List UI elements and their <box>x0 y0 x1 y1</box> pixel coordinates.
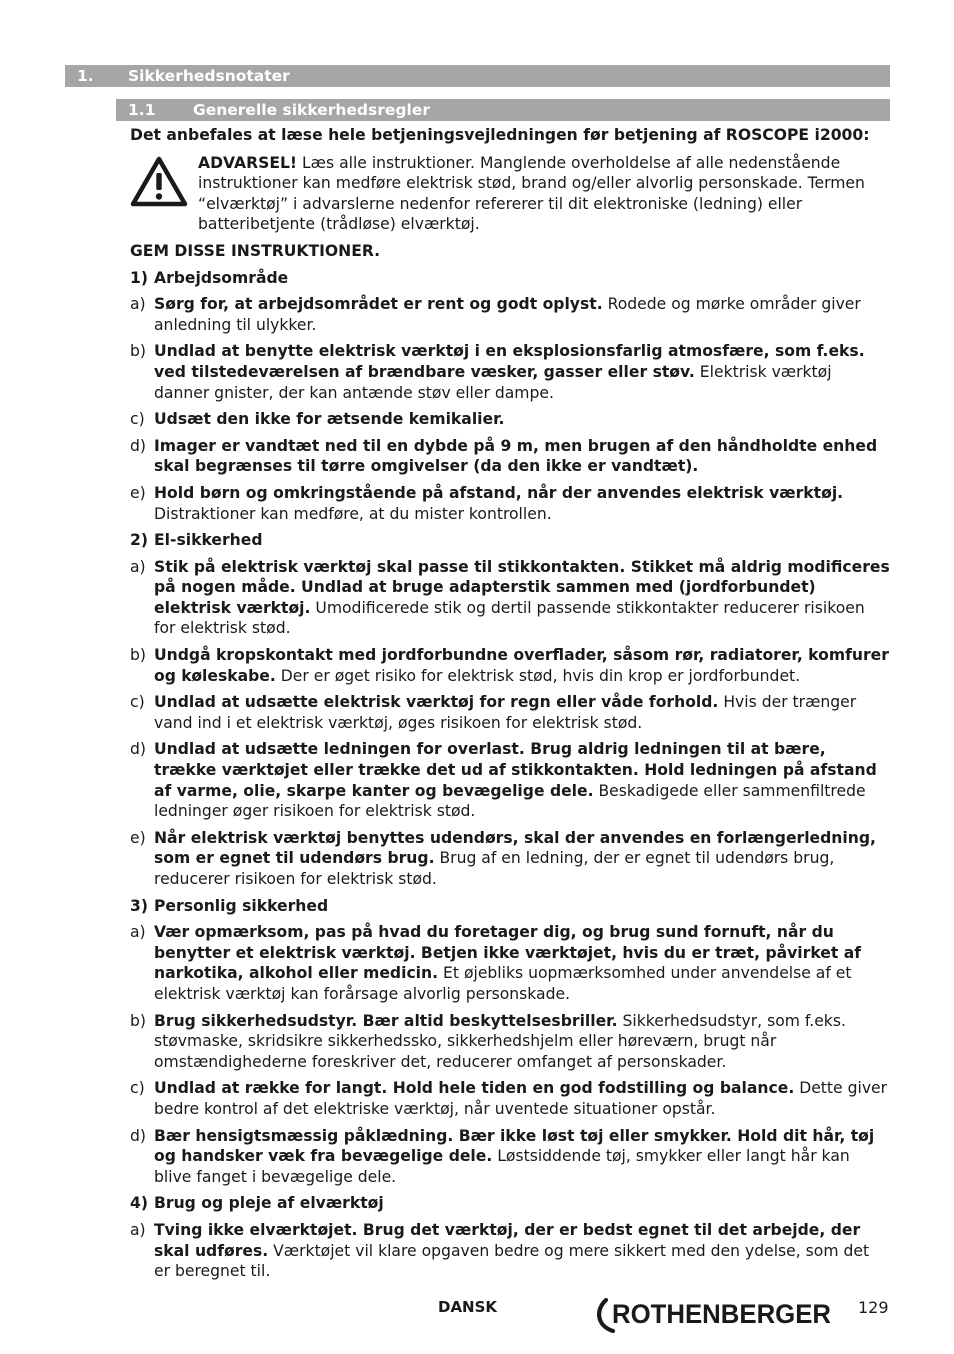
list-item <box>130 557 890 639</box>
warning-block <box>130 153 890 235</box>
intro-text: Det anbefales at læse hele betjeningsvejledningen før betjening af ROSCOPE i2000: <box>130 126 870 144</box>
list-item <box>130 294 890 335</box>
list-item-letter: d) <box>130 740 146 759</box>
list-item-text: Værktøjet vil klare opgaven bedre og mere sikkert med den ydelse, som det er beregnet til. <box>154 1241 870 1281</box>
document-body <box>130 125 890 1288</box>
brand-text: ROTHENBERGER <box>612 1299 831 1329</box>
subsection-title: Generelle sikkerhedsregler <box>193 101 430 119</box>
list-item-bold-text: Bær hensigtsmæssig påklædning. Bær ikke løst tøj eller smykker. Hold dit hår, tøj og handsker væk fra bevægelige dele. <box>154 1126 875 1166</box>
section-heading-number: 2) <box>130 531 148 550</box>
subsection-number: 1.1 <box>128 101 156 119</box>
rothenberger-logo <box>593 1296 833 1336</box>
section-heading-number: 3) <box>130 896 148 915</box>
list-item-text: Hvis der trænger vand ind i et elektrisk værktøj, øges risikoen for elektrisk stød. <box>154 693 857 732</box>
list-item-text: Sikkerhedsudstyr, som f.eks. støvmaske, skridsikre sikkerhedssko, sikkerhedshjelm eller høreværn, brugt når omstændighederne foreskriver det, reducerer omfanget af personskader. <box>154 1011 846 1071</box>
page-number: 129 <box>858 1298 889 1317</box>
save-instructions-note: GEM DISSE INSTRUKTIONER. <box>130 241 381 260</box>
list-item <box>130 1078 890 1119</box>
list-item-bold-text: Undlad at udsætte ledningen for overlast. Brug aldrig ledningen til at bære, trække værktøjet eller trække det ud af stikkontakten. Hold ledningen på afstand af varme, olie, skarpe kanter og bevægelige dele. <box>154 740 877 800</box>
section-heading-title: El-sikkerhed <box>154 531 263 550</box>
list-item-text: Elektrisk værktøj danner gnister, der kan antænde støv eller dampe. <box>154 362 832 402</box>
list-item-letter: b) <box>130 646 146 665</box>
list-item-text: Dette giver bedre kontrol af det elektriske værktøj, når uventede situationer opstår. <box>154 1079 888 1118</box>
section-number: 1. <box>77 67 94 85</box>
list-item-bold-text: Udsæt den ikke for ætsende kemikalier. <box>154 410 505 429</box>
list-item-letter: a) <box>130 557 146 576</box>
list-item-bold-text: Vær opmærksom, pas på hvad du foretager dig, og brug sund fornuft, når du benytter et elektrisk værktøj. Betjen ikke værktøjet, hvis du er træt, påvirket af narkotika, alkohol eller medicin. <box>154 923 862 983</box>
list-item-text: Rodede og mørke områder giver anledning til ulykker. <box>154 295 861 334</box>
list-item <box>130 828 890 890</box>
list-item <box>130 483 890 524</box>
section-heading-bar <box>65 65 890 87</box>
list-item-bold-text: Imager er vandtæt ned til en dybde på 9 m, men brugen af den håndholdte enhed skal begrænses til tørre omgivelser (da den ikke er vandtæt). <box>154 436 878 476</box>
list-item <box>130 1220 890 1282</box>
footer-language: DANSK <box>438 1298 498 1316</box>
list-item <box>130 1126 890 1188</box>
list-item <box>130 645 890 686</box>
list-item-letter: c) <box>130 693 145 712</box>
list-item-bold-text: Tving ikke elværktøjet. Brug det værktøj, der er bedst egnet til det arbejde, der skal udføres. <box>154 1220 861 1260</box>
list-item <box>130 1011 890 1073</box>
list-item-text: Løstsiddende tøj, smykker eller langt hår kan blive fanget i bevægelige dele. <box>154 1147 850 1186</box>
section-heading-title: Arbejdsområde <box>154 268 289 287</box>
list-item-letter: e) <box>130 828 146 847</box>
list-item <box>130 922 890 1004</box>
warning-body: Læs alle instruktioner. Manglende overholdelse af alle nedenstående instruktioner kan medføre elektrisk stød, brand og/eller alvorlig personskade. Termen “elværktøj” i advarslerne nedenfor refererer til dit elektroniske (ledning) eller batteribetjente (trådløse) elværktøj. <box>198 153 865 234</box>
list-item-bold-text: Når elektrisk værktøj benyttes udendørs, skal der anvendes en forlængerledning, som er egnet til udendørs brug. <box>154 828 876 868</box>
list-item-text: Et øjebliks uopmærksomhed under anvendelse af et elektrisk værktøj kan forårsage alvorlig personskade. <box>154 964 852 1003</box>
list-item-bold-text: Sørg for, at arbejdsområdet er rent og godt oplyst. <box>154 295 603 314</box>
list-item-letter: d) <box>130 1126 146 1145</box>
list-item-text: Brug af en ledning, der er egnet til udendørs brug, reducerer risikoen for elektrisk stød. <box>154 849 835 888</box>
section-heading-title: Brug og pleje af elværktøj <box>154 1194 384 1213</box>
warning-text <box>198 153 890 235</box>
section-heading <box>130 268 890 289</box>
list-item <box>130 739 890 821</box>
list-item-letter: b) <box>130 342 146 361</box>
list-item-bold-text: Hold børn og omkringstående på afstand, når der anvendes elektrisk værktøj. <box>154 483 844 502</box>
list-item <box>130 409 890 430</box>
list-item-letter: b) <box>130 1011 146 1030</box>
list-item-letter: d) <box>130 436 146 455</box>
list-item <box>130 341 890 403</box>
list-item-letter: c) <box>130 410 145 429</box>
section-heading <box>130 896 890 917</box>
list-item-letter: c) <box>130 1079 145 1098</box>
list-item-bold-text: Undgå kropskontakt med jordforbundne overflader, såsom rør, radiatorer, komfurer og køleskabe. <box>154 646 889 685</box>
warning-triangle-icon <box>130 156 188 208</box>
subsection-heading-bar <box>116 99 890 121</box>
list-item-letter: a) <box>130 923 146 942</box>
section-heading <box>130 1193 890 1214</box>
section-heading-title: Personlig sikkerhed <box>154 896 329 915</box>
list-item-text: Der er øget risiko for elektrisk stød, hvis din krop er jordforbundet. <box>275 666 801 685</box>
list-item-text: Umodificerede stik og dertil passende stikkontakter reducerer risikoen for elektrisk stød. <box>154 598 865 638</box>
section-title: Sikkerhedsnotater <box>128 67 290 85</box>
list-item-letter: a) <box>130 295 146 314</box>
list-item-letter: e) <box>130 483 146 502</box>
list-item-text: Distraktioner kan medføre, at du mister kontrollen. <box>154 504 552 523</box>
warning-label: ADVARSEL! <box>198 153 298 172</box>
list-item-letter: a) <box>130 1220 146 1239</box>
list-item <box>130 692 890 733</box>
list-item <box>130 436 890 477</box>
list-item-bold-text: Undlad at udsætte elektrisk værktøj for regn eller våde forhold. <box>154 693 719 712</box>
safety-sections <box>130 268 890 1282</box>
list-item-bold-text: Undlad at række for langt. Hold hele tiden en god fodstilling og balance. <box>154 1079 795 1098</box>
section-heading-number: 1) <box>130 268 148 287</box>
list-item-text: Beskadigede eller sammenfiltrede ledninger øger risikoen for elektrisk stød. <box>154 781 866 821</box>
section-heading-number: 4) <box>130 1194 148 1213</box>
list-item-bold-text: Undlad at benytte elektrisk værktøj i en eksplosionsfarlig atmosfære, som f.eks. ved tilstedeværelsen af brændbare væsker, gasser eller støv. <box>154 342 865 381</box>
list-item-bold-text: Brug sikkerhedsudstyr. Bær altid beskyttelsesbriller. <box>154 1011 618 1030</box>
list-item-bold-text: Stik på elektrisk værktøj skal passe til stikkontakten. Stikket må aldrig modificeres på nogen måde. Undlad at bruge adapterstik sammen med (jordforbundet) elektrisk værktøj. <box>154 557 890 617</box>
section-heading <box>130 530 890 551</box>
